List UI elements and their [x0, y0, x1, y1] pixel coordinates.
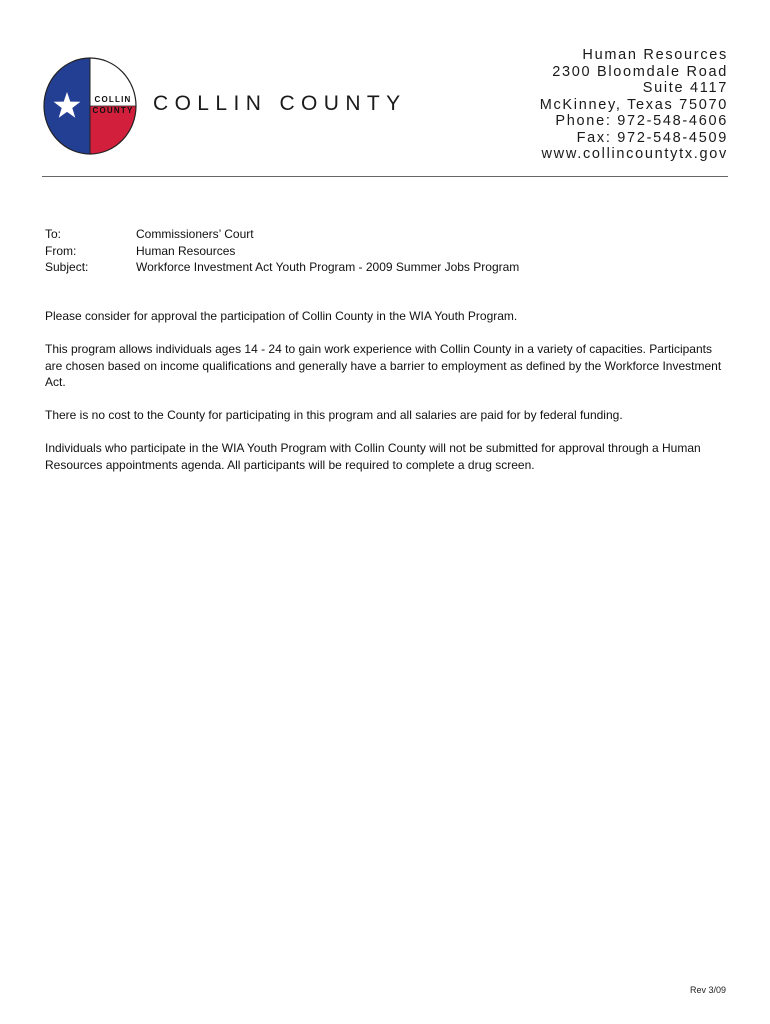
address-phone: Phone: 972-548-4606: [555, 113, 728, 129]
memo-from-value: Human Resources: [136, 243, 236, 258]
revision-note: Rev 3/09: [689, 985, 726, 995]
address-suite: Suite 4117: [642, 80, 728, 96]
address-block: [540, 47, 728, 163]
county-name: COLLIN COUNTY: [153, 92, 407, 115]
memo-to-value: Commissioners’ Court: [136, 227, 254, 241]
memo-from-row: [45, 243, 519, 260]
memo-subject-row: [45, 259, 519, 276]
header-divider: [42, 176, 728, 177]
body-paragraph: Please consider for approval the participation of Collin County in the WIA Youth Program.: [45, 309, 518, 323]
memo-subject-label: Subject:: [45, 260, 89, 274]
address-website: www.collincountytx.gov: [541, 146, 728, 162]
collin-county-logo: [42, 56, 138, 156]
address-fax: Fax: 972-548-4509: [576, 129, 728, 146]
logo-text-collin: COLLIN: [94, 95, 132, 104]
logo-text-county: COUNTY: [92, 106, 134, 115]
memo-subject-value: Workforce Investment Act Youth Program - 2009 Summer Jobs Program: [136, 260, 520, 274]
memo-header: [45, 226, 519, 276]
body-paragraph: This program allows individuals ages 14 - 24 to gain work experience with Collin County in a variety of capacities. Participants are chosen based on income qualifications and generally have a barrier to employment as defined by the Workforce Investment Act.: [45, 342, 722, 389]
memo-from-label: From:: [45, 243, 77, 258]
body-paragraph: There is no cost to the County for participating in this program and all salaries are paid for by federal funding.: [45, 408, 623, 422]
memo-to-row: [45, 226, 519, 243]
memo-body: [45, 308, 727, 490]
address-city: McKinney, Texas 75070: [539, 96, 728, 113]
address-department: Human Resources: [582, 47, 728, 63]
address-street: 2300 Bloomdale Road: [552, 63, 728, 80]
body-paragraph: Individuals who participate in the WIA Youth Program with Collin County will not be submitted for approval through a Human Resources appointments agenda. All participants will be required to complete a drug screen.: [45, 441, 701, 472]
memo-to-label: To:: [45, 227, 62, 241]
